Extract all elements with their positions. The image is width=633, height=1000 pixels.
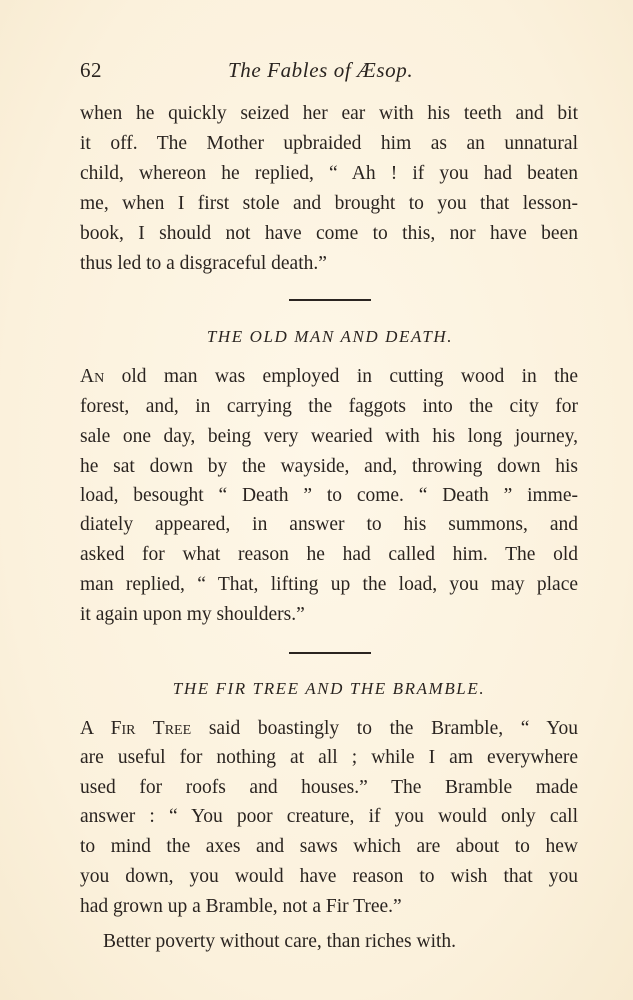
body-line: me, when I first stole and brought to you that lesson- [80, 193, 578, 214]
body-line: had grown up a Bramble, not a Fir Tree.” [80, 896, 402, 917]
fable-first-line [80, 714, 578, 744]
body-line: child, whereon he replied, “ Ah ! if you had beaten [80, 163, 578, 184]
fable-initial: A Fir Tree [80, 718, 192, 739]
fable-first-line-text: old man was employed in cutting wood in the [104, 366, 578, 387]
body-line: are useful for nothing at all ; while I am everywhere [80, 747, 578, 768]
fable-first-line [80, 362, 578, 392]
body-line: answer : “ You poor creature, if you would only call [80, 806, 578, 827]
fable-title-old-man: THE OLD MAN AND DEATH. [206, 327, 454, 346]
running-title: The Fables of Æsop. [228, 58, 414, 82]
section-divider [289, 299, 371, 301]
body-line: book, I should not have come to this, nor have been [80, 223, 578, 244]
body-line: sale one day, being very wearied with his long journey, [80, 426, 578, 447]
page-number: 62 [80, 58, 102, 82]
body-line: forest, and, in carrying the faggots into the city for [80, 396, 578, 417]
body-line: you down, you would have reason to wish that you [80, 866, 578, 887]
body-line: load, besought “ Death ” to come. “ Death ” imme- [80, 485, 578, 506]
fable-initial: An [80, 366, 105, 387]
body-line: it off. The Mother upbraided him as an unnatural [80, 133, 578, 154]
body-line: diately appeared, in answer to his summons, and [80, 514, 578, 535]
body-line: asked for what reason he had called him. The old [80, 544, 578, 565]
fable-first-line-text: said boastingly to the Bramble, “ You [191, 718, 578, 739]
fable-moral: Better poverty without care, than riches with. [103, 931, 457, 952]
page-header [80, 58, 578, 90]
section-divider [289, 652, 371, 654]
fable-title-fir-tree: THE FIR TREE AND THE BRAMBLE. [172, 679, 486, 698]
body-line: it again upon my shoulders.” [80, 604, 305, 625]
body-line: he sat down by the wayside, and, throwing down his [80, 456, 578, 477]
body-line: thus led to a disgraceful death.” [80, 253, 327, 274]
body-line: man replied, “ That, lifting up the load, you may place [80, 574, 578, 595]
body-line: used for roofs and houses.” The Bramble made [80, 777, 578, 798]
body-line: to mind the axes and saws which are about to hew [80, 836, 578, 857]
body-line: when he quickly seized her ear with his teeth and bit [80, 103, 578, 124]
